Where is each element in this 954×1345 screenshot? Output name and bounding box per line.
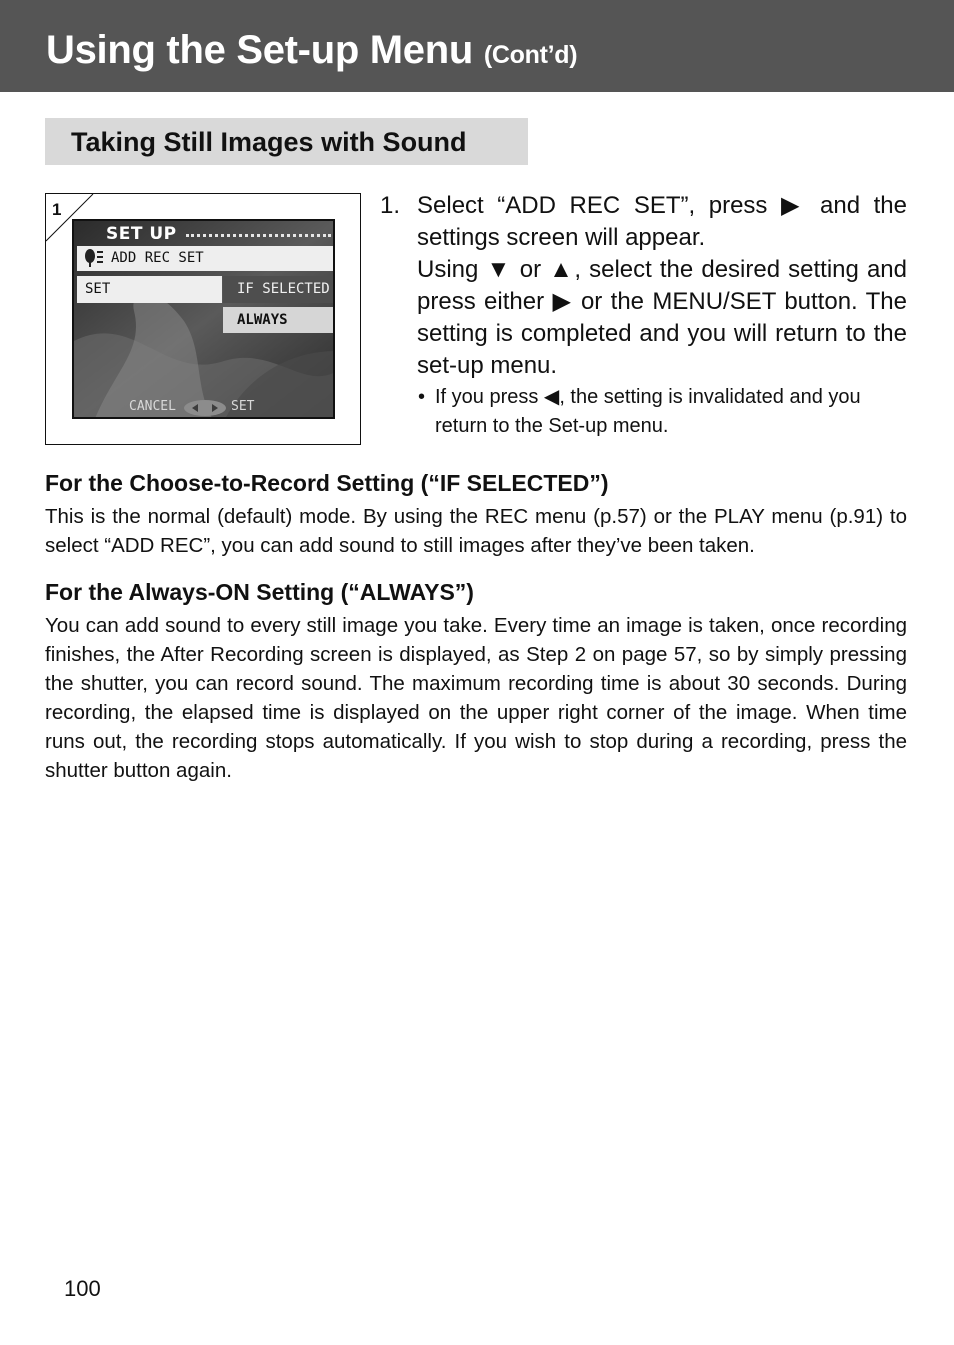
page-title-subtitle: (Cont’d) xyxy=(483,41,578,69)
screen-option-if-selected-label: IF SELECTED xyxy=(237,281,330,297)
step-line-2: Using ▼ or ▲, select the desired setting and press either ▶ or the MENU/SET button. The setting is completed and you will return to the set-up menu. xyxy=(417,256,907,379)
always-on-heading: For the Always-ON Setting (“ALWAYS”) xyxy=(45,579,474,605)
screen-title-dots xyxy=(186,234,331,237)
bullet-mark: • xyxy=(418,386,426,408)
camera-screen-figure xyxy=(45,193,361,445)
screen-set-label: SET xyxy=(85,281,111,297)
always-on-text: You can add sound to every still image you take. Every time an image is taken, once recording finishes, the After Recording screen is displayed, as Step 2 on page 57, so by simply pressing the shutter, you can record sound. The maximum recording time is about 30 seconds. During recording, the elapsed time is displayed on the upper right corner of the image. When time runs out, the recording stops automatically. If you wish to stop during a recording, press the shutter button again. xyxy=(45,614,907,782)
page-title-main: Using the Set-up Menu xyxy=(46,28,474,72)
screen-option-always xyxy=(223,307,334,333)
screen-title: SET UP xyxy=(106,224,177,244)
step-number: 1. xyxy=(380,192,401,219)
page-header xyxy=(0,0,954,92)
microphone-icon xyxy=(81,248,107,269)
screen-row-label: ADD REC SET xyxy=(111,250,204,266)
choose-to-record-heading: For the Choose-to-Record Setting (“IF SELECTED”) xyxy=(45,470,609,496)
choose-to-record-text: This is the normal (default) mode. By using the REC menu (p.57) or the PLAY menu (p.91) to select “ADD REC”, you can add sound to still images after they’ve been taken. xyxy=(45,505,907,557)
step-note-text: If you press ◀, the setting is invalidated and you return to the Set-up menu. xyxy=(435,386,861,437)
section-title: Taking Still Images with Sound xyxy=(71,127,467,157)
step-line-1: Select “ADD REC SET”, press ▶ and the settings screen will appear. xyxy=(417,192,907,251)
figure-number: 1 xyxy=(52,200,62,219)
page-title xyxy=(46,30,577,70)
screen-set-row xyxy=(77,276,222,303)
page-number: 100 xyxy=(64,1276,101,1301)
screen-option-if-selected xyxy=(223,276,334,303)
step-body xyxy=(417,190,907,382)
lcd-screen xyxy=(72,219,335,419)
screen-menu-row xyxy=(77,246,334,271)
screen-cancel-label: CANCEL xyxy=(129,399,176,414)
section-heading-box xyxy=(45,118,528,165)
screen-confirm-label: SET xyxy=(231,399,255,414)
left-right-arrows-icon xyxy=(183,399,227,417)
screen-option-always-label: ALWAYS xyxy=(237,312,288,328)
